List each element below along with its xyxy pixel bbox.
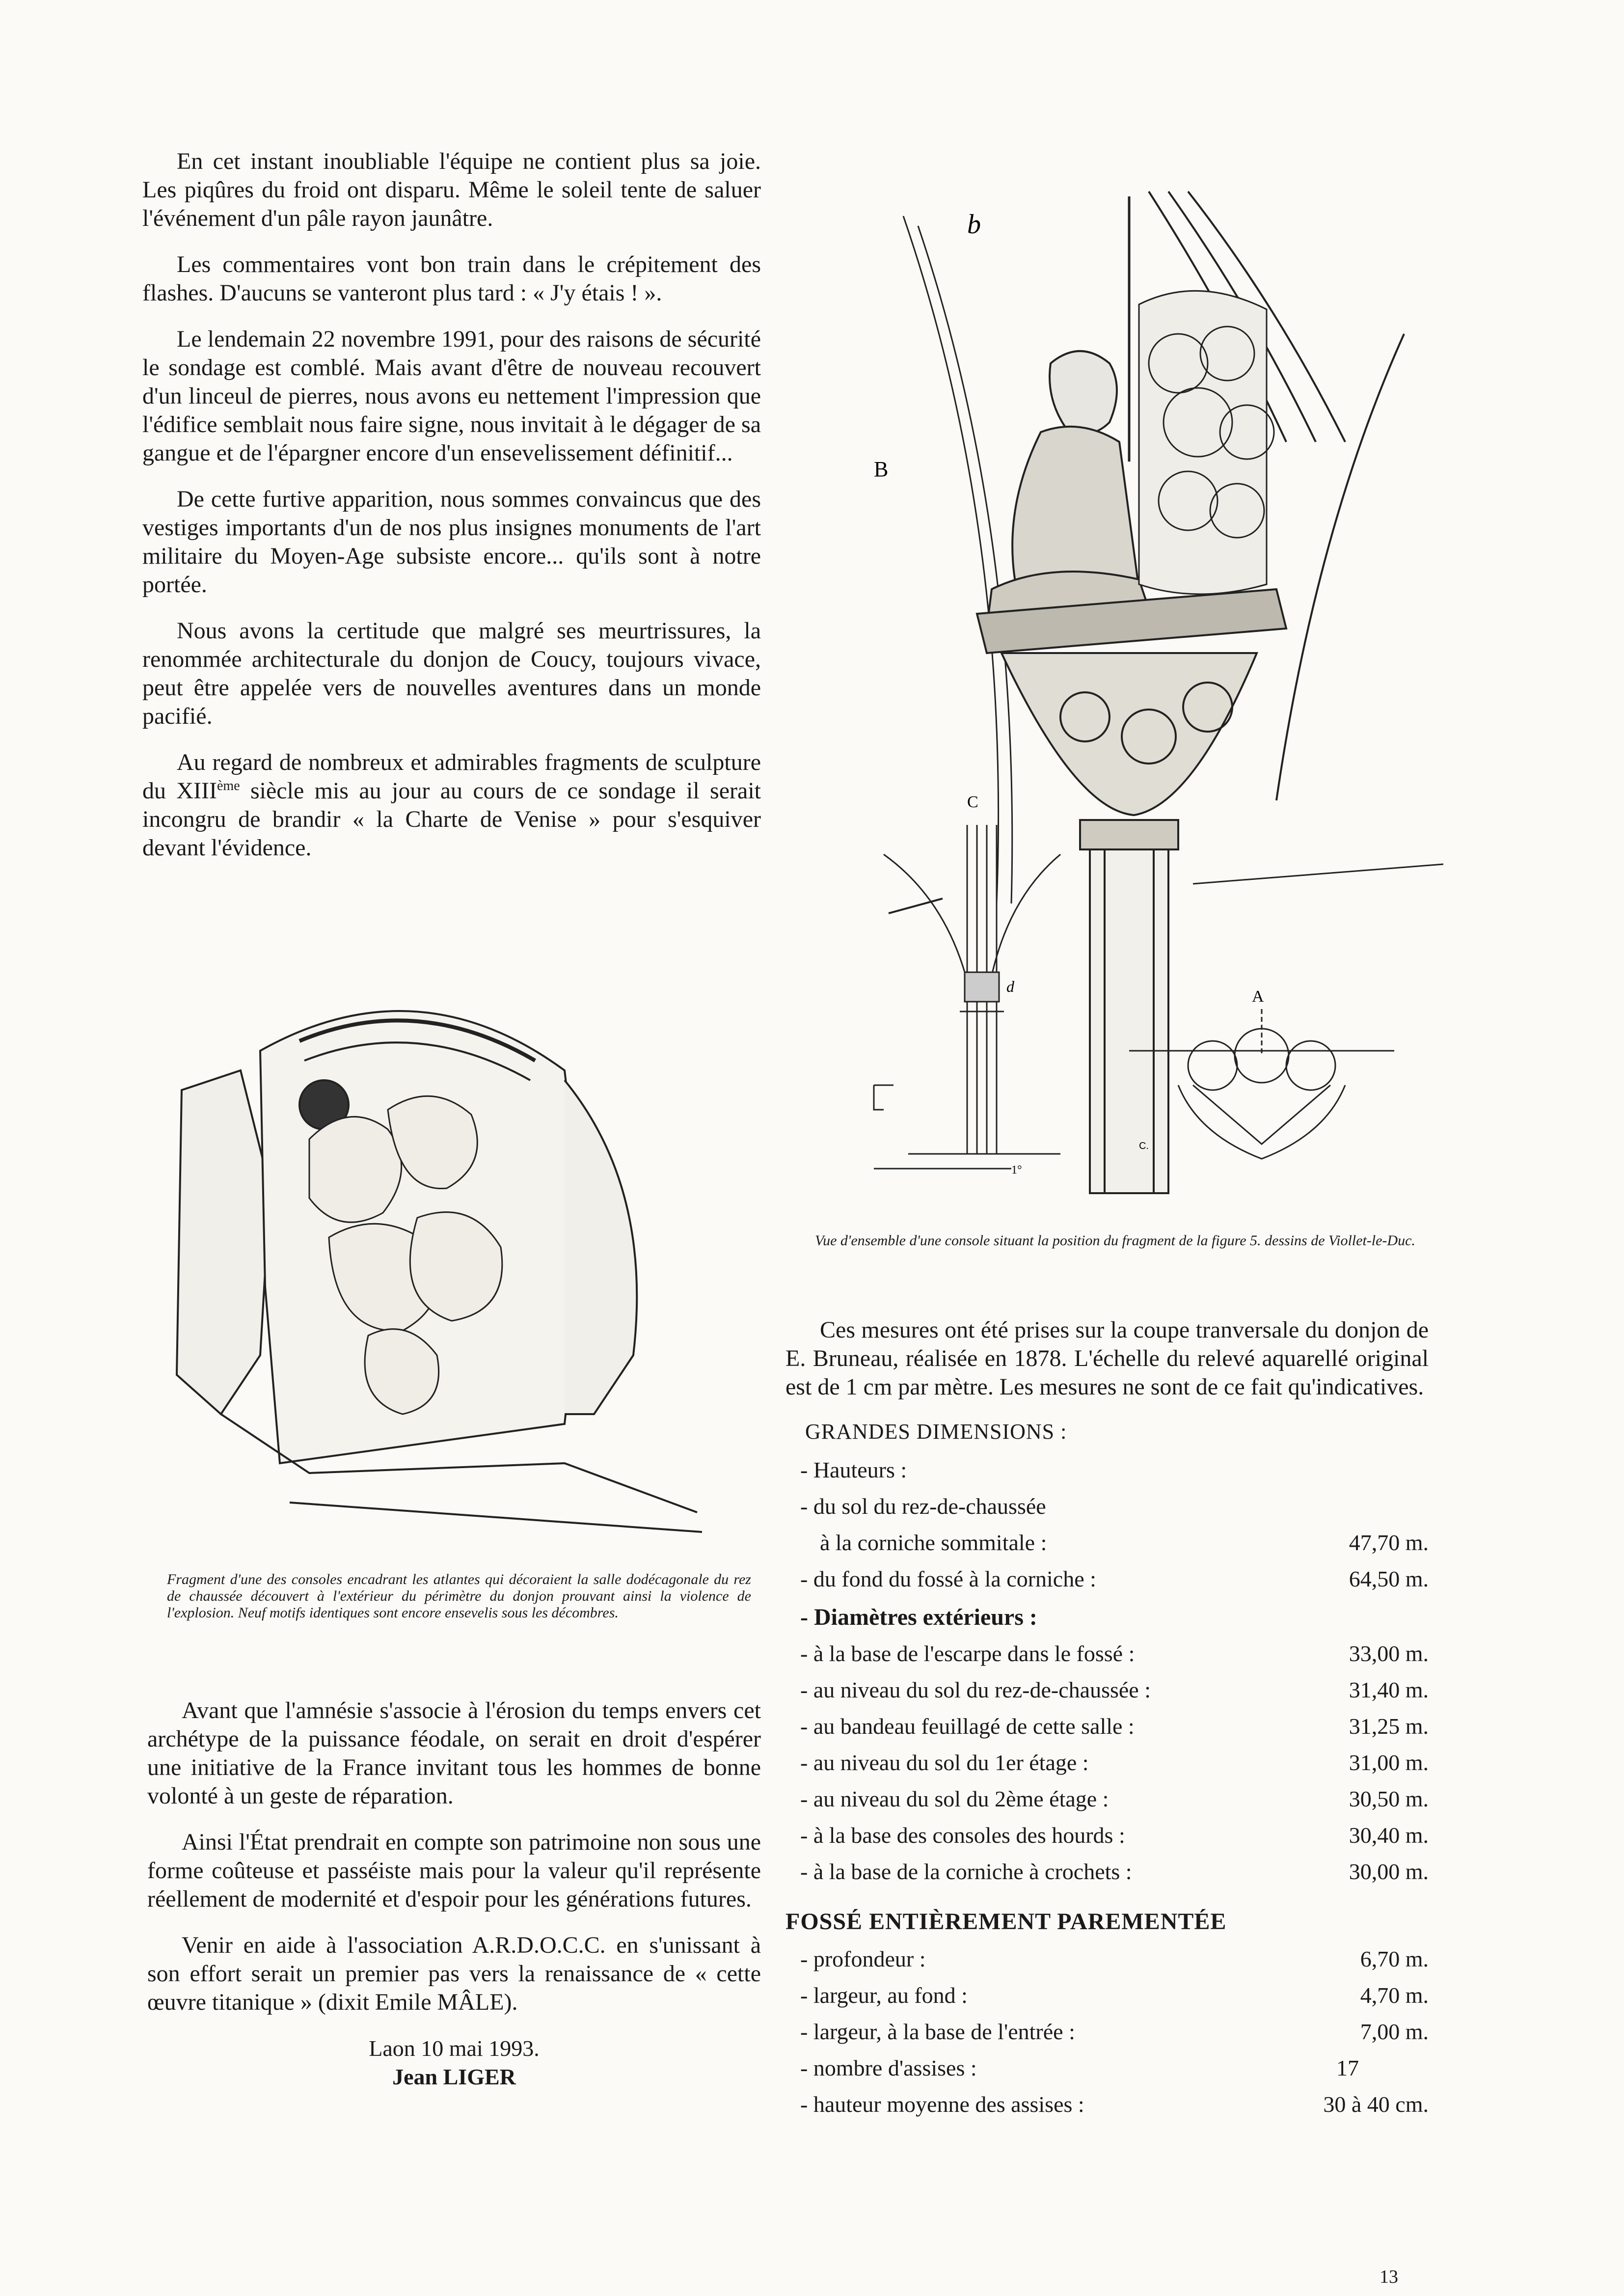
closing-paragraph-1: Avant que l'amnésie s'associe à l'érosion du temps envers cet archétype de la puissance féodale, on serait en droit d'espérer une initiative de la France invitant tous les hommes de bonne volonté à un geste de réparation. — [147, 1697, 761, 1809]
paragraph-6 — [142, 748, 761, 862]
dimension-value: 30 à 40 cm. — [1323, 2092, 1429, 2117]
figure-label-C: C — [967, 795, 978, 811]
fragment-figure-caption: Fragment d'une des consoles encadrant les atlantes qui décoraient la salle dodécagonale du rez de chaussée découvert à l'extérieur du périmètre du donjon prouvant ainsi la violence de l'explosion. Neuf motifs identiques sont encore ensevelis sous les décombres. — [167, 1571, 751, 1621]
figure-label-A: A — [1252, 987, 1264, 1006]
closing-paragraph-3: Venir en aide à l'association A.R.D.O.C.C. en s'unissant à son effort serait un premier pas vers la renaissance de « cette œuvre titanique » (dixit Emile MÂLE). — [147, 1932, 761, 2015]
dimension-value: 30,50 m. — [1349, 1786, 1429, 1811]
dimension-label: - au bandeau feuillagé de cette salle : — [800, 1714, 1135, 1739]
dimension-value: 64,50 m. — [1349, 1566, 1429, 1591]
dimension-row — [800, 1817, 1429, 1854]
paragraph-6-part-1: Au regard de nombreux et admirables fragments de sculpture du XIII — [142, 749, 761, 804]
dimension-label: - du fond du fossé à la corniche : — [800, 1566, 1096, 1591]
dimension-label: - au niveau du sol du 2ème étage : — [800, 1786, 1109, 1811]
console-fragment-illustration — [162, 982, 712, 1547]
intro-text-column — [142, 147, 761, 880]
closing-paragraph-2: Ainsi l'État prendrait en compte son patrimoine non sous une forme coûteuse et passéiste mais pour la valeur qu'il représente réellement de modernité et d'espoir pour les générations futures. — [147, 1829, 761, 1912]
paragraph-6-part-2: siècle mis au jour au cours de ce sondage il serait incongru de brandir « la Charte de Venise » pour s'esquiver devant l'évidence. — [142, 778, 761, 861]
measurements-column — [785, 1316, 1429, 2123]
elevation-drawing-c — [854, 795, 1090, 1188]
dimension-value: 47,70 m. — [1349, 1530, 1429, 1555]
dimension-value: 33,00 m. — [1349, 1641, 1429, 1666]
dimension-row — [800, 1488, 1429, 1525]
dimension-label: - au niveau du sol du rez-de-chaussée : — [800, 1677, 1151, 1702]
dimension-row — [800, 1781, 1429, 1817]
dimension-label: - à la base de la corniche à crochets : — [800, 1859, 1132, 1884]
dimension-label: - à la base des consoles des hourds : — [800, 1823, 1125, 1848]
plan-section-a — [1124, 987, 1399, 1174]
dimension-label: à la corniche sommitale : — [820, 1530, 1047, 1555]
figure-label-B: B — [874, 457, 889, 481]
dimension-label: - largeur, au fond : — [800, 1983, 968, 2008]
dimension-value: 30,00 m. — [1349, 1859, 1429, 1884]
dimension-row — [800, 1854, 1429, 1890]
signature-author: Jean LIGER — [392, 2064, 516, 2089]
dimension-row — [800, 1636, 1429, 1672]
dimension-value: 31,40 m. — [1349, 1677, 1429, 1702]
dimension-row — [800, 1561, 1429, 1597]
dimension-label: - du sol du rez-de-chaussée — [800, 1494, 1046, 1519]
dimension-label: - à la base de l'escarpe dans le fossé : — [800, 1641, 1135, 1666]
paragraph-5: Nous avons la certitude que malgré ses meurtrissures, la renommée architecturale du donjon de Coucy, toujours vivace, peut être appelée vers de nouvelles aventures dans un monde pacifié. — [142, 618, 761, 729]
foliage-capital — [1139, 291, 1274, 594]
hauteurs-label: - Hauteurs : — [800, 1457, 907, 1482]
dimension-value: 6,70 m. — [1360, 1946, 1429, 1971]
dimension-row — [800, 1708, 1429, 1745]
viollet-figure-caption: Vue d'ensemble d'une console situant la position du fragment de la figure 5. dessins de Viollet-le-Duc. — [815, 1232, 1415, 1249]
dimension-label: - hauteur moyenne des assises : — [800, 2092, 1084, 2117]
dimension-row — [800, 1745, 1429, 1781]
dimension-label: - profondeur : — [800, 1946, 926, 1971]
dimension-label: - nombre d'assises : — [800, 2055, 977, 2080]
dimension-value: 4,70 m. — [1360, 1983, 1429, 2008]
figure-label-d: d — [1006, 978, 1014, 995]
dimension-value: 30,40 m. — [1349, 1823, 1429, 1848]
dimension-label: - au niveau du sol du 1er étage : — [800, 1750, 1089, 1775]
page-number: 13 — [1380, 2267, 1398, 2287]
paragraph-3: Le lendemain 22 novembre 1991, pour des raisons de sécurité le sondage est comblé. Mais avant d'être de nouveau recouvert d'un linceul de pierres, nous avons eu nettement l'impression que l'édifice semblait nous faire signe, nous invitait à le dégager de sa gangue et de l'épargner encore d'un ensevelissement définitif... — [142, 326, 761, 466]
figure-label-b: b — [967, 209, 981, 240]
dimension-value — [1267, 1488, 1429, 1525]
signature-block — [147, 2034, 761, 2091]
drawing-signature: C. — [1139, 1141, 1149, 1151]
scale-label: 1° — [1011, 1164, 1022, 1176]
dimension-value: 31,25 m. — [1349, 1714, 1429, 1739]
dimension-row — [800, 2014, 1429, 2050]
dimension-value: 17 — [1336, 2055, 1359, 2080]
dimension-label: - largeur, à la base de l'entrée : — [800, 2019, 1075, 2044]
paragraph-1: En cet instant inoubliable l'équipe ne contient plus sa joie. Les piqûres du froid ont disparu. Même le soleil tente de saluer l'événement d'un pâle rayon jaunâtre. — [142, 148, 761, 231]
dimension-value: 7,00 m. — [1360, 2019, 1429, 2044]
fosse-heading: FOSSÉ ENTIÈREMENT PAREMENTÉE — [785, 1909, 1227, 1935]
paragraph-4: De cette furtive apparition, nous sommes convaincus que des vestiges importants d'un de nos plus insignes monuments de l'art militaire du Moyen-Age subsiste encore... qu'ils sont à notre portée. — [142, 486, 761, 598]
dimension-row — [800, 1941, 1429, 1977]
dimension-row — [800, 1525, 1429, 1561]
paragraph-6-superscript: ème — [217, 778, 240, 793]
dimension-row — [800, 2086, 1429, 2123]
hauteurs-label-row — [800, 1452, 1429, 1488]
paragraph-2: Les commentaires vont bon train dans le crépitement des flashes. D'aucuns se vanteront plus tard : « J'y étais ! ». — [142, 251, 761, 306]
closing-text-column — [147, 1696, 761, 2091]
dimension-row — [800, 1672, 1429, 1708]
signature-date: Laon 10 mai 1993. — [369, 2036, 540, 2061]
dimension-value: 31,00 m. — [1349, 1750, 1429, 1775]
grandes-dimensions-heading: GRANDES DIMENSIONS : — [805, 1420, 1067, 1444]
dimension-row — [800, 2050, 1429, 2086]
diametres-heading: - Diamètres extérieurs : — [800, 1604, 1037, 1630]
dimension-row — [800, 1977, 1429, 2014]
measures-intro: Ces mesures ont été prises sur la coupe tranversale du donjon de E. Bruneau, réalisée en 1878. L'échelle du relevé aquarellé original est de 1 cm par mètre. Les mesures ne sont de ce fait qu'indicatives. — [785, 1317, 1429, 1400]
